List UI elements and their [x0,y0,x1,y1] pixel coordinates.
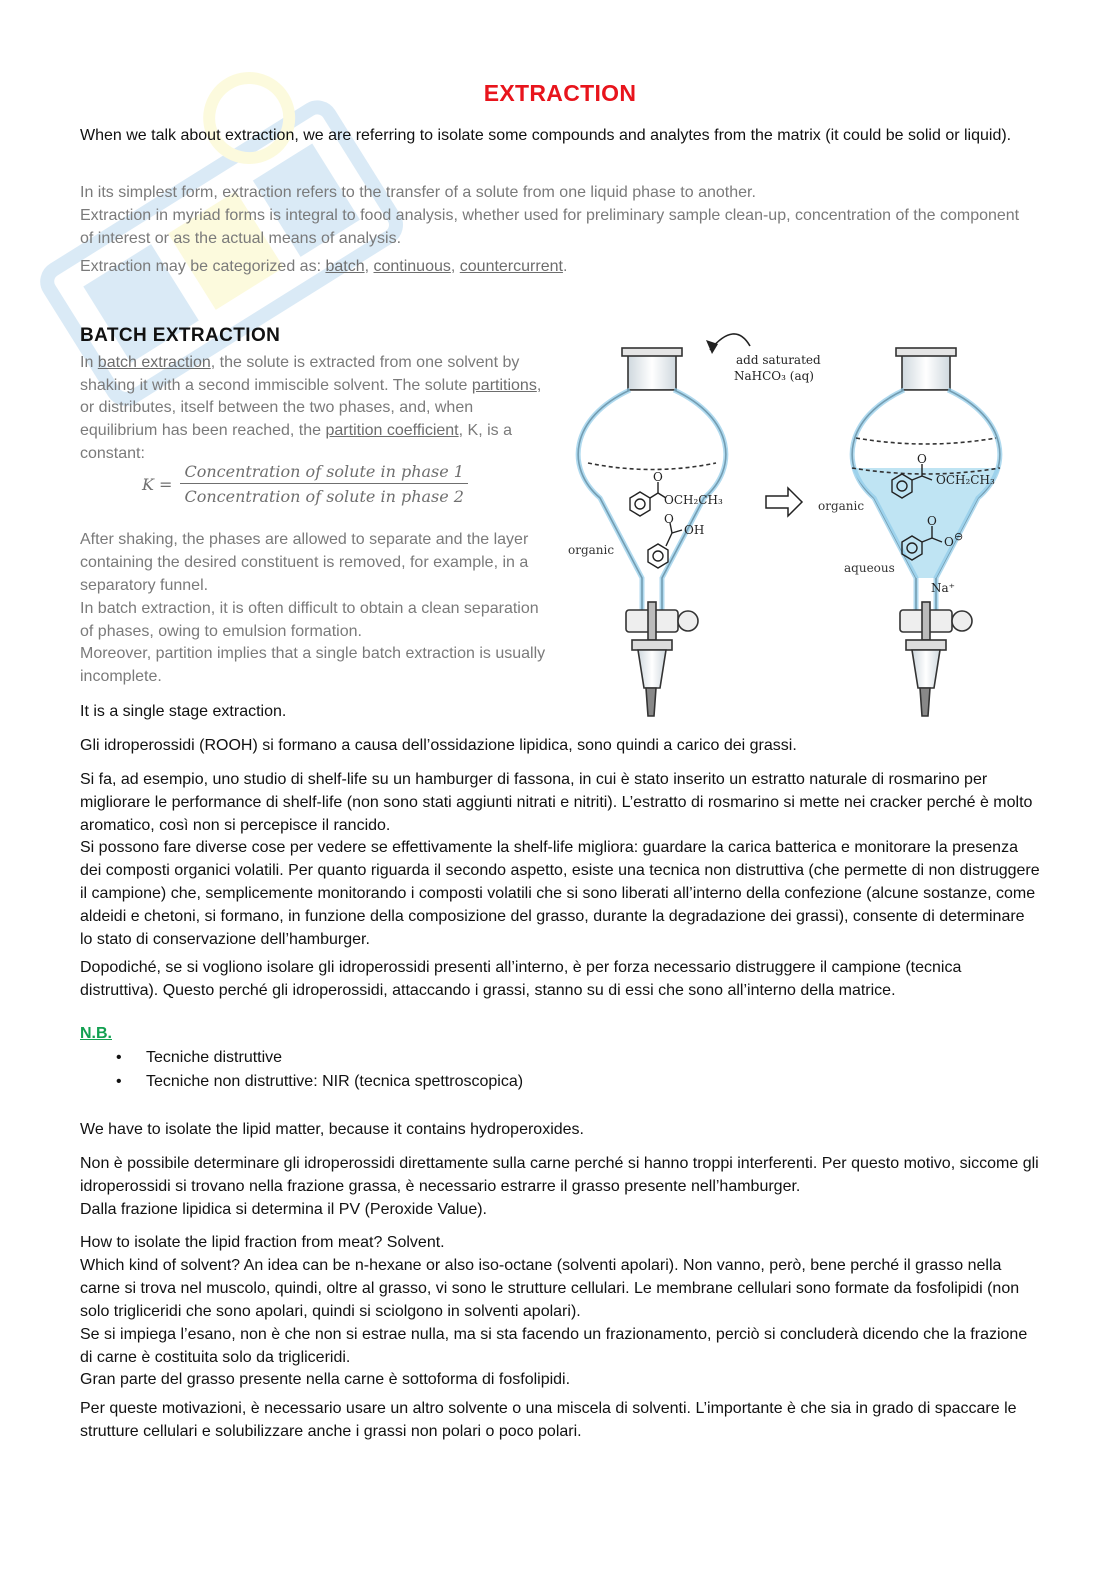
separator: , [450,258,460,275]
text: , the solute is extracted from one solvent by shaking it with a second immiscible solvent. The solute [80,354,520,394]
benzoate-carbonyl-o: O [927,514,937,528]
intro-paragraph: When we talk about extraction, we are referring to isolate some compounds and analytes from the matrix (it could be solid or liquid). [80,127,1012,144]
add-reagent-line2: NaHCO₃ (aq) [734,369,814,383]
text: , K, is a constant: [80,422,512,462]
partition-formula [142,462,468,506]
left-organic-label: organic [568,543,615,557]
sodium-ion-label: Na⁺ [931,581,955,595]
ester-group-label-right: OCH₂CH₃ [936,473,995,487]
paragraph-volatiles: Si possono fare diverse cose per vedere se effettivamente la shelf-life migliora: guardare la carica batterica e monitorare la presenza dei composti organici volatili. Per quanto riguarda il secondo aspetto, esiste una tecnica non distruttiva (che permette di non distruggere il campione) che, semplicemente monitorando i composti volatili che si sono liberati all’interno della confezione (alcune sostanze, come aldeidi e chetoni, si formano, in funzione della composizione del grasso, durante la degradazione dei grassi), consente di determinare lo stato di conservazione dell’hamburger. [80,839,1040,948]
curved-arrow-icon [710,334,750,350]
paragraph-conclusion: Per queste motivazioni, è necessario usare un altro solvente o una miscela di solventi. L’importante è che sia in grado di spaccare le strutture cellulari e solubilizzare anche i grassi non polari o poco polari. [80,1400,1017,1440]
paragraph-phospholipids: Gran parte del grasso presente nella carne è sottoforma di fosfolipidi. [80,1371,571,1388]
paragraph-meat-interferents: Non è possibile determinare gli idroperossidi direttamente sulla carne perché si hanno troppi interferenti. Per questo motivo, siccome gli idroperossidi si trovano nella frazione grassa, è necessario estrarre il grasso presente nell’hamburger. [80,1155,1039,1195]
intro-categories [80,255,1030,278]
nb-label: N.B. [80,1025,112,1042]
list-item: • Tecniche distruttive [80,1046,523,1070]
link-countercurrent[interactable]: countercurrent [459,258,563,275]
paragraph-rooh: Gli idroperossidi (ROOH) si formano a causa dell’ossidazione lipidica, sono quindi a carico dei grassi. [80,737,797,754]
carboxylate-o-label: O [944,535,954,549]
text: , or distributes, itself between the two phases, and, when equilibrium has been reached, the [80,376,542,440]
formula-lhs: K = [142,474,173,494]
paragraph-peroxide-value: Dalla frazione lipidica si determina il PV (Peroxide Value). [80,1201,487,1218]
techniques-list [80,1046,523,1094]
acid-carbonyl-o: O [664,512,674,526]
list-item: • Tecniche non distruttive: NIR (tecnica spettroscopica) [80,1070,523,1094]
link-continuous[interactable]: continuous [373,258,451,275]
batch-after-shaking: After shaking, the phases are allowed to separate and the layer containing the desired constituent is removed, for example, in a separatory funnel. [80,531,529,594]
ester-group-label-left: OCH₂CH₃ [664,493,723,507]
link-partition-coefficient[interactable]: partition coefficient [325,422,459,440]
text: In [80,354,98,371]
batch-definition [80,352,548,466]
negative-charge-icon: ⊖ [954,530,964,543]
link-partitions[interactable]: partitions [471,376,537,394]
transfer-arrow-icon [766,488,802,516]
paragraph-shelf-life: Si fa, ad esempio, uno studio di shelf-life su un hamburger di fassona, in cui è stato inserito un estratto naturale di rosmarino per migliorare le performance di shelf-life (non sono stati aggiunti nitrati e nitriti). L’estratto di rosmarino si mette nei cracker perché è molto aromatico, così non si percepisce il rancido. [80,771,1033,834]
separatory-funnel-figure [560,318,1040,726]
paragraph-hexane: Se si impiega l’esano, non è che non si estrae nulla, ma si sta facendo un frazionamento, perciò si concluderà dicendo che la frazione di carne è costituita solo da trigliceridi. [80,1326,1028,1366]
batch-incomplete: Moreover, partition implies that a single batch extraction is usually incomplete. [80,645,546,685]
section-heading-batch: BATCH EXTRACTION [80,325,281,346]
paragraph-destructive: Dopodiché, se si vogliono isolare gli idroperossidi presenti all’interno, è per forza necessario distruggere il campione (tecnica distruttiva). Questo perché gli idroperossidi, attaccando i grassi, stanno su di essi che sono all’interno della matrice. [80,959,962,999]
formula-numerator: Concentration of solute in phase 1 [180,462,468,484]
right-organic-label: organic [818,499,865,513]
add-reagent-line1: add saturated [736,353,821,367]
batch-emulsion: In batch extraction, it is often difficult to obtain a clean separation of phases, owing to emulsion formation. [80,600,539,640]
intro-myriad-forms: Extraction in myriad forms is integral to food analysis, whether used for preliminary sample clean-up, concentration of the component of interest or as the actual means of analysis. [80,207,1020,247]
formula-denominator: Concentration of solute in phase 2 [184,487,464,506]
right-funnel [852,348,1000,716]
intro-simplest-form: In its simplest form, extraction refers to the transfer of a solute from one liquid phase to another. [80,184,756,201]
curved-arrow-head-icon [706,340,718,354]
right-carbonyl-o: O [917,452,927,466]
page-title: EXTRACTION [483,80,637,106]
paragraph-lipid-matter: We have to isolate the lipid matter, because it contains hydroperoxides. [80,1121,584,1138]
acid-oh-label: OH [684,523,705,537]
carbonyl-o-label: O [653,470,663,484]
right-aqueous-label: aqueous [844,561,895,575]
single-stage-note: It is a single stage extraction. [80,703,287,720]
link-batch-extraction[interactable]: batch extraction [97,354,211,371]
paragraph-solvent-kind: Which kind of solvent? An idea can be n-hexane or also iso-octane (solventi apolari). Non vanno, però, bene perché il grasso nella carne si trova nel muscolo, quindi, oltre al grasso, vi sono le strutture cellulari. Le membrane cellulari sono formate da fosfolipidi (non solo trigliceridi che sono apolari, quindi si sciolgono in solventi apolari). [80,1257,1020,1320]
categories-prefix: Extraction may be categorized as: [80,258,326,275]
period: . [562,258,568,275]
link-batch[interactable]: batch [325,258,365,275]
separator: , [364,258,374,275]
paragraph-solvent-question: How to isolate the lipid fraction from meat? Solvent. [80,1234,445,1251]
